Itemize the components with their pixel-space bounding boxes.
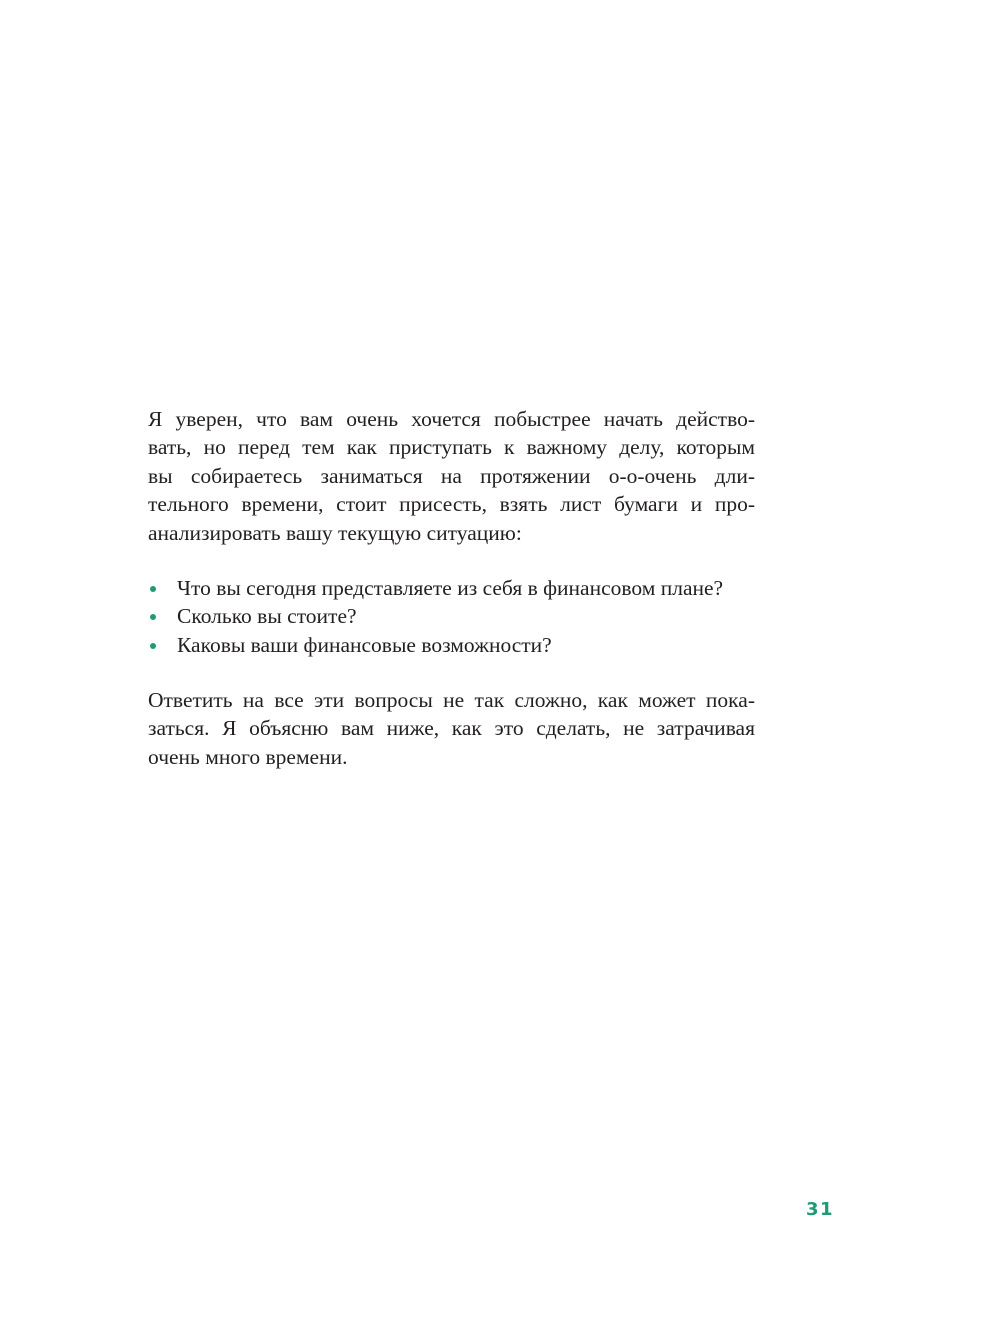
bullet-icon [150, 586, 156, 592]
page-number: 31 [806, 1199, 835, 1220]
intro-paragraph [148, 405, 755, 547]
paragraph-line: тельного времени, стоит присесть, взять лист бумаги и про- [148, 492, 755, 517]
paragraph-line: вы собираетесь заниматься на протяжении о-о-очень дли- [148, 463, 755, 488]
list-item-text: Что вы сегодня представляете из себя в финансовом плане? [177, 576, 724, 600]
question-list [148, 574, 768, 659]
paragraph-line: очень много времени. [148, 744, 348, 769]
list-item [148, 602, 768, 630]
list-item-text: Каковы ваши финансовые возможности? [177, 632, 552, 657]
list-item-text: Сколько вы стоите? [177, 604, 357, 629]
paragraph-line: Я уверен, что вам очень хочется побыстрее начать действо- [148, 407, 755, 431]
list-item [148, 631, 768, 659]
bullet-icon [150, 643, 156, 649]
paragraph-line: Ответить на все эти вопросы не так сложно, как может пока- [148, 688, 755, 712]
paragraph-line: заться. Я объясню вам ниже, как это сделать, не затрачивая [148, 716, 755, 741]
bullet-icon [150, 614, 156, 620]
paragraph-line: анализировать вашу текущую ситуацию: [148, 520, 522, 545]
list-item [148, 574, 768, 602]
closing-paragraph [148, 686, 755, 771]
paragraph-line: вать, но перед тем как приступать к важному делу, которым [148, 435, 755, 460]
